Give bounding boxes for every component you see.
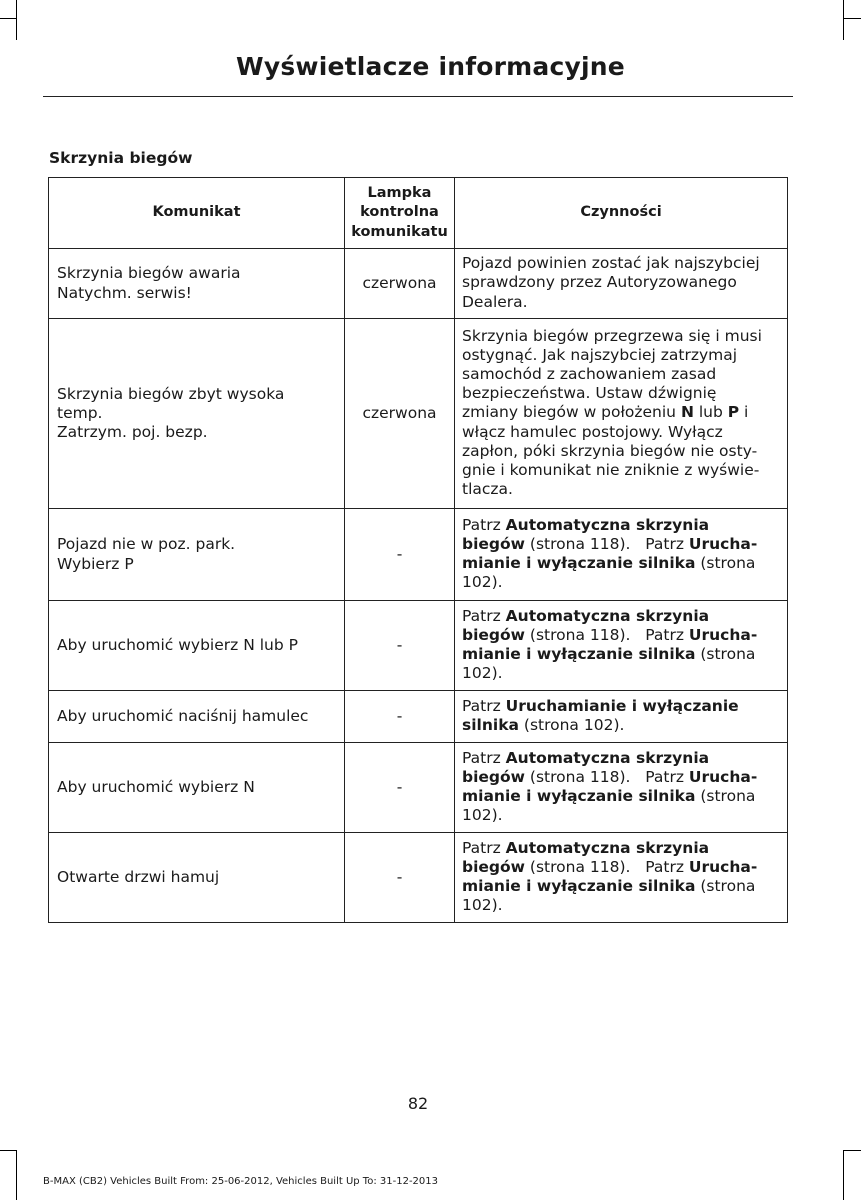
message-line: Aby uruchomić wybierz N lub P xyxy=(57,635,298,654)
action-line xyxy=(462,787,783,806)
table-row xyxy=(49,249,788,319)
action-reference-bold: Urucha- xyxy=(688,767,758,786)
action-reference-bold: P xyxy=(727,403,740,422)
action-cell xyxy=(455,833,788,923)
action-text: samochód z zachowaniem zasad xyxy=(462,364,717,383)
table-row xyxy=(49,601,788,691)
table-row xyxy=(49,833,788,923)
column-header-message: Komunikat xyxy=(49,178,345,249)
lamp-cell: - xyxy=(345,833,455,923)
action-line xyxy=(462,480,783,499)
action-text: zapłon, póki skrzynia biegów nie osty- xyxy=(462,441,758,460)
action-cell xyxy=(455,249,788,319)
message-line: Wybierz P xyxy=(57,554,134,573)
message-line: Skrzynia biegów zbyt wysoka xyxy=(57,384,285,403)
action-reference-bold: silnika xyxy=(462,716,519,734)
table-row xyxy=(49,743,788,833)
action-text: ostygnąć. Jak najszybciej zatrzymaj xyxy=(462,345,738,364)
lamp-cell: czerwona xyxy=(345,319,455,509)
action-line xyxy=(462,273,783,292)
action-reference-bold: mianie i wyłączanie silnika xyxy=(462,554,696,572)
action-line xyxy=(462,607,783,626)
action-reference-bold: mianie i wyłączanie silnika xyxy=(462,645,696,663)
action-text: lub xyxy=(693,403,728,422)
action-text: Patrz xyxy=(462,838,506,857)
message-cell xyxy=(49,833,345,923)
lamp-cell: - xyxy=(345,691,455,743)
message-line: Otwarte drzwi hamuj xyxy=(57,867,220,886)
action-text: i xyxy=(739,403,749,422)
action-line xyxy=(462,293,783,312)
action-text: zmiany biegów w położeniu xyxy=(462,403,681,422)
action-text: Pojazd powinien zostać jak najszybciej xyxy=(462,254,760,273)
action-reference-bold: mianie i wyłączanie silnika xyxy=(462,877,696,895)
action-reference-bold: Automatyczna skrzynia xyxy=(505,606,710,625)
action-reference-bold: biegów xyxy=(462,767,525,786)
action-text: (strona 118). Patrz xyxy=(524,534,689,553)
action-text: (strona 118). Patrz xyxy=(524,857,689,876)
action-cell xyxy=(455,601,788,691)
action-reference-bold: Urucha- xyxy=(688,857,758,876)
action-text: tlacza. xyxy=(462,480,513,499)
page-number: 82 xyxy=(407,1094,429,1113)
action-line xyxy=(462,365,783,384)
action-line xyxy=(462,768,783,787)
action-line xyxy=(462,626,783,645)
action-reference-bold: Automatyczna skrzynia xyxy=(505,748,710,767)
message-cell xyxy=(49,509,345,601)
action-text: (strona xyxy=(695,787,756,805)
action-reference-bold: biegów xyxy=(462,625,525,644)
message-cell xyxy=(49,691,345,743)
action-text: Patrz xyxy=(462,696,506,715)
title-divider xyxy=(43,96,793,97)
action-line xyxy=(462,749,783,768)
action-text: (strona xyxy=(695,554,756,572)
action-line xyxy=(462,461,783,480)
action-line xyxy=(462,664,783,683)
action-line xyxy=(462,806,783,825)
message-line: Pojazd nie w poz. park. xyxy=(57,535,236,554)
action-text: Patrz xyxy=(462,606,506,625)
action-text: Patrz xyxy=(462,515,506,534)
action-cell xyxy=(455,509,788,601)
table-row xyxy=(49,691,788,743)
message-line: Aby uruchomić naciśnij hamulec xyxy=(57,706,309,725)
crop-mark xyxy=(843,1150,844,1200)
action-text: (strona 102). xyxy=(518,716,625,734)
action-reference-bold: N xyxy=(680,403,694,422)
action-text: Skrzynia biegów przegrzewa się i musi xyxy=(462,326,762,345)
action-reference-bold: Urucha- xyxy=(688,534,758,553)
message-cell xyxy=(49,249,345,319)
action-reference-bold: Urucha- xyxy=(688,625,758,644)
action-cell xyxy=(455,319,788,509)
action-text: Patrz xyxy=(462,748,506,767)
message-line: Skrzynia biegów awaria xyxy=(57,264,241,283)
action-line xyxy=(462,877,783,896)
action-text: 102). xyxy=(462,806,503,825)
action-line xyxy=(462,516,783,535)
action-text: włącz hamulec postojowy. Wyłącz xyxy=(462,422,723,441)
section-heading: Skrzynia biegów xyxy=(49,149,193,167)
crop-mark xyxy=(844,1150,861,1151)
action-reference-bold: Uruchamianie i wyłączanie xyxy=(505,696,739,715)
message-cell xyxy=(49,319,345,509)
action-text: sprawdzony przez Autoryzowanego xyxy=(462,273,737,292)
column-header-lamp-line: komunikatu xyxy=(351,223,448,240)
action-line xyxy=(462,327,783,346)
action-line xyxy=(462,697,783,716)
message-line: Zatrzym. poj. bezp. xyxy=(57,423,208,442)
action-text: 102). xyxy=(462,664,503,683)
action-line xyxy=(462,839,783,858)
action-line xyxy=(462,254,783,273)
message-cell xyxy=(49,743,345,833)
footer-vehicle-info: B-MAX (CB2) Vehicles Built From: 25-06-2012, Vehicles Built Up To: 31-12-2013 xyxy=(43,1176,438,1187)
crop-mark xyxy=(843,0,844,40)
action-line xyxy=(462,403,783,422)
action-line xyxy=(462,554,783,573)
action-line xyxy=(462,716,783,735)
action-reference-bold: Automatyczna skrzynia xyxy=(505,838,710,857)
lamp-cell: - xyxy=(345,509,455,601)
lamp-cell: - xyxy=(345,743,455,833)
action-text: bezpieczeństwa. Ustaw dźwignię xyxy=(462,384,717,403)
action-line xyxy=(462,858,783,877)
table-row xyxy=(49,319,788,509)
column-header-lamp-line: Lampka xyxy=(367,185,432,202)
action-reference-bold: Automatyczna skrzynia xyxy=(505,515,710,534)
crop-mark xyxy=(16,1150,17,1200)
action-text: (strona 118). Patrz xyxy=(524,767,689,786)
column-header-action: Czynności xyxy=(455,178,788,249)
action-text: (strona 118). Patrz xyxy=(524,625,689,644)
action-text: gnie i komunikat nie zniknie z wyświe- xyxy=(462,461,760,479)
messages-table xyxy=(48,177,788,923)
crop-mark xyxy=(0,18,16,19)
message-line: Natychm. serwis! xyxy=(57,283,192,302)
action-reference-bold: biegów xyxy=(462,534,525,553)
message-line: Aby uruchomić wybierz N xyxy=(57,777,255,796)
table-header-row xyxy=(49,178,788,249)
column-header-lamp-line: kontrolna xyxy=(360,204,439,221)
action-text: (strona xyxy=(695,645,756,663)
action-text: (strona xyxy=(695,877,756,895)
page-title: Wyświetlacze informacyjne xyxy=(236,52,625,81)
action-line xyxy=(462,573,783,592)
table-body xyxy=(49,249,788,923)
crop-mark xyxy=(16,0,17,40)
action-reference-bold: biegów xyxy=(462,857,525,876)
crop-mark xyxy=(844,18,861,19)
lamp-cell: - xyxy=(345,601,455,691)
action-line xyxy=(462,423,783,442)
action-text: Dealera. xyxy=(462,292,528,311)
table-row xyxy=(49,509,788,601)
crop-mark xyxy=(0,1150,16,1151)
message-line: temp. xyxy=(57,403,103,422)
action-line xyxy=(462,346,783,365)
action-cell xyxy=(455,743,788,833)
lamp-cell: czerwona xyxy=(345,249,455,319)
action-line xyxy=(462,896,783,915)
action-line xyxy=(462,645,783,664)
action-text: 102). xyxy=(462,896,503,915)
action-line xyxy=(462,442,783,461)
action-line xyxy=(462,384,783,403)
column-header-lamp xyxy=(345,178,455,249)
action-line xyxy=(462,535,783,554)
message-cell xyxy=(49,601,345,691)
action-text: 102). xyxy=(462,573,503,592)
action-reference-bold: mianie i wyłączanie silnika xyxy=(462,787,696,805)
action-cell xyxy=(455,691,788,743)
